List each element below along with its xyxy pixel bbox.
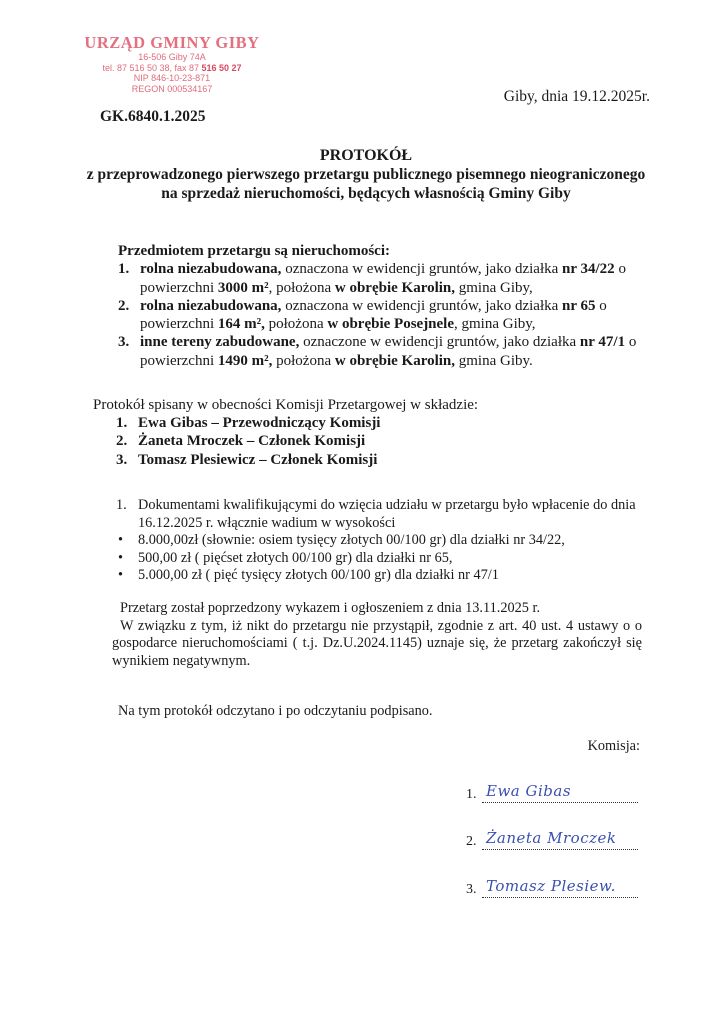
handwritten-signature: Żaneta Mroczek [486, 829, 617, 847]
announcement-paragraph: Przetarg został poprzedzony wykazem i ogłoszeniem z dnia 13.11.2025 r. [120, 600, 541, 616]
wadium-bullet: • 5.000,00 zł ( pięć tysięcy złotych 00/100 gr) dla działki nr 47/1 [118, 567, 499, 584]
signature-row: 1. Ewa Gibas [466, 786, 646, 803]
stamp-address: 16-506 Giby 74A [138, 52, 206, 62]
commission-member: 1. Ewa Gibas – Przewodniczący Komisji [116, 415, 381, 432]
property-item: 1. rolna niezabudowana, oznaczona w ewidencji gruntów, jako działka nr 34/22 o powierzchni 3000 m², położona w obrębie Karolin, gmina Giby, [118, 261, 626, 296]
signature-row: 3. Tomasz Plesiew. [466, 881, 646, 898]
place-date: Giby, dnia 19.12.2025r. [503, 88, 650, 105]
title-subtitle: z przeprowadzonego pierwszego przetargu publicznego pisemnego nieograniczonego na sprzedaż nieruchomości, będących własnością Gminy Giby [86, 166, 646, 202]
result-paragraphs [112, 600, 642, 670]
title-main: PROTOKÓŁ [319, 147, 413, 164]
office-stamp [84, 34, 260, 94]
property-item: 3. inne tereny zabudowane, oznaczone w ewidencji gruntów, jako działka nr 47/1 o powierzchni 1490 m², położona w obrębie Karolin, gmina Giby. [118, 334, 637, 369]
stamp-title: URZĄD GMINY GIBY [84, 33, 260, 52]
signatures-label: Komisja: [587, 738, 640, 754]
document-title [80, 146, 652, 203]
handwritten-signature: Tomasz Plesiew. [486, 877, 616, 895]
stamp-phone: tel. 87 516 50 38, fax 87 516 50 27 [102, 62, 242, 73]
result-paragraph: W związku z tym, iż nikt do przetargu nie przystąpił, zgodnie z art. 40 ust. 4 ustawy o o gospodarce nieruchomościami ( t.j. Dz.U.2024.1145) uznaje się, że przetarg zakończył się wynikiem negatywnym. [112, 617, 642, 669]
wadium-section [116, 497, 656, 585]
case-reference: GK.6840.1.2025 [100, 108, 206, 125]
properties-heading: Przedmiotem przetargu są nieruchomości: [118, 243, 391, 259]
closing-statement: Na tym protokół odczytano i po odczytaniu podpisano. [118, 703, 433, 719]
commission-section [93, 396, 593, 469]
properties-section [118, 242, 658, 370]
commission-intro: Protokół spisany w obecności Komisji Przetargowej w składzie: [93, 397, 479, 413]
handwritten-signature: Ewa Gibas [486, 782, 572, 800]
signature-line [482, 829, 638, 850]
bullet-icon: • [118, 549, 124, 566]
bullet-icon: • [118, 532, 124, 549]
wadium-bullet: • 8.000,00zł (słownie: osiem tysięcy złotych 00/100 gr) dla działki nr 34/22, [118, 532, 565, 549]
signature-line [482, 782, 638, 803]
stamp-regon: REGON 000534167 [131, 83, 213, 94]
signature-line [482, 877, 638, 898]
wadium-point: 1. Dokumentami kwalifikującymi do wzięcia udziału w przetargu było wpłacenie do dnia 16.12.2025 r. włącznie wadium w wysokości [116, 497, 636, 531]
properties-list [118, 260, 658, 370]
commission-member: 3. Tomasz Plesiewicz – Członek Komisji [116, 451, 378, 468]
property-item: 2. rolna niezabudowana, oznaczona w ewidencji gruntów, jako działka nr 65 o powierzchni 164 m², położona w obrębie Posejnele, gmina Giby, [118, 297, 607, 333]
commission-member: 2. Żaneta Mroczek – Członek Komisji [116, 433, 366, 450]
signature-row: 2. Żaneta Mroczek [466, 833, 646, 850]
wadium-bullet: • 500,00 zł ( pięćset złotych 00/100 gr) dla działki nr 65, [118, 549, 453, 566]
stamp-nip: NIP 846-10-23-871 [133, 73, 211, 83]
commission-members [93, 414, 593, 469]
bullet-icon: • [118, 567, 124, 584]
